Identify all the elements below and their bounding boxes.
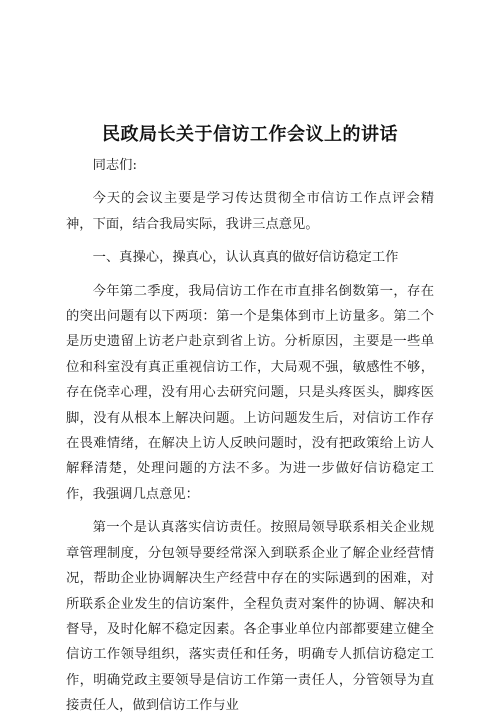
document-body <box>66 153 434 719</box>
paragraph-responsibility: 第一个是认真落实信访责任。按照局领导联系相关企业规章管理制度，分包领导要经常深入到联系企业了解企业经营情况，帮助企业协调解决生产经营中存在的实际遇到的困难，对所联系企业发生的信访案件，全程负责对案件的协调、解决和督导，及时化解不稳定因素。各企事业单位内部都要建立健全信访工作领导组织，落实责任和任务，明确专人抓信访稳定工作，明确党政主要领导是信访工作第一责任人，分管领导为直接责任人，做到信访工作与业 <box>66 520 434 714</box>
paragraph-intro: 今天的会议主要是学习传达贯彻全市信访工作点评会精神，下面，结合我局实际，我讲三点意见。 <box>66 191 434 232</box>
salutation: 同志们: <box>92 158 137 173</box>
document-title: 民政局长关于信访工作会议上的讲话 <box>102 124 398 145</box>
section-heading-1: 一、真操心，操真心，认认真真的做好信访稳定工作 <box>92 250 399 266</box>
paragraph-problems: 今年第二季度，我局信访工作在市直排名倒数第一，存在的突出问题有以下两项：第一个是集体到市上访量多。第二个是历史遗留上访老户赴京到省上访。分析原因，主要是一些单位和科室没有真正重视信访工作，大局观不强，敏感性不够，存在侥幸心理，没有用心去研究问题，只是头疼医头，脚疼医脚，没有从根本上解决问题。上访问题发生后，对信访工作存在畏难情绪，在解决上访人反映问题时，没有把政策给上访人解释清楚，处理问题的方法不多。为进一步做好信访稳定工作，我强调几点意见： <box>66 283 434 502</box>
